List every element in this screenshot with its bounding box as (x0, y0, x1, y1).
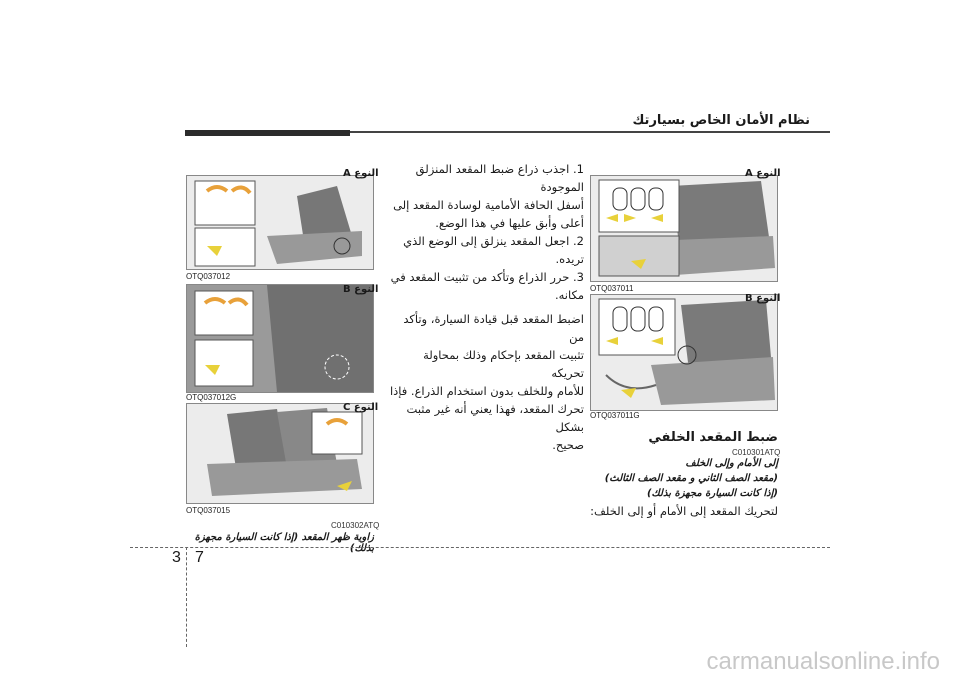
text-line: ﻣﻜﺎﻧﻪ. (554, 288, 584, 302)
figure-code: OTQ037012 (186, 272, 231, 281)
header-accent-bar (185, 130, 350, 136)
page-header-title: ﻧﻈﺎﻡ ﺍﻷﻣﺎﻥ ﺍﻟﺨﺎﺹ ﺑﺴﻴﺎﺭﺗﻚ (632, 113, 810, 128)
subtitle-if-equipped: (ﺇﺫﺍ ﻛﺎﻧﺖ ﺍﻟﺴﻴﺎﺭﺓ ﻣﺠﻬﺰﺓ ﺑﺬﻟﻚ) (646, 488, 778, 499)
figure-code: OTQ037011G (590, 411, 640, 420)
section-code: C010302ATQ (331, 521, 380, 530)
section-code: C010301ATQ (732, 448, 781, 457)
figure-code: OTQ037015 (186, 506, 231, 515)
seat-illustration (591, 176, 777, 281)
seat-illustration (187, 285, 373, 392)
figure-rear-seat-slide-b (590, 293, 781, 411)
figure-seat-recline-c (186, 403, 374, 504)
figure-label-b: ﺍﻟﻨﻮﻉ B (343, 284, 379, 295)
text-line: ﺃﻋﻠﻰ ﻭﺃﺑﻖ ﻋﻠﻴﻬﺎ ﻓﻲ ﻫﺬﺍ ﺍﻟﻮﺿﻊ. (435, 216, 584, 230)
footer-rule (130, 547, 830, 548)
figure-label-c: ﺍﻟﻨﻮﻉ C (343, 402, 379, 413)
subtitle-seat-rows: (ﻣﻘﻌﺪ ﺍﻟﺼﻒ ﺍﻟﺜﺎﻧﻲ ﻭ ﻣﻘﻌﺪ ﺍﻟﺼﻒ ﺍﻟﺜﺎﻟﺚ) (604, 473, 778, 484)
figure-label-b: ﺍﻟﻨﻮﻉ B (745, 293, 781, 304)
text-line: ﺍﺿﺒﻂ ﺍﻟﻤﻘﻌﺪ ﻗﺒﻞ ﻗﻴﺎﺩﺓ ﺍﻟﺴﻴﺎﺭﺓ، ﻭﺗﺄﻛﺪ ﻣﻦ (403, 312, 584, 344)
text-line: 1. ﺍﺟﺬﺏ ﺫﺭﺍﻉ ﺿﺒﻂ ﺍﻟﻤﻘﻌﺪ ﺍﻟﻤﻨﺰﻟﻖ ﺍﻟﻤﻮﺟﻮﺩﺓ (415, 162, 584, 194)
figure-code: OTQ037011 (590, 284, 634, 293)
text-line: ﺃﺳﻔﻞ ﺍﻟﺤﺎﻓﺔ ﺍﻷﻣﺎﻣﻴﺔ ﻟﻮﺳﺎﺩﺓ ﺍﻟﻤﻘﻌﺪ ﺇﻟﻰ (393, 198, 584, 212)
figure-rear-seat-slide-a (590, 175, 778, 282)
subtitle-forward-backward: ﺇﻟﻰ ﺍﻷﻣﺎﻡ ﻭﺇﻟﻰ ﺍﻟﺨﻠﻒ (685, 458, 778, 469)
text-line: ﺗﺤﺮﻙ ﺍﻟﻤﻘﻌﺪ، ﻓﻬﺬﺍ ﻳﻌﻨﻲ ﺃﻧﻪ ﻏﻴﺮ ﻣﺜﺒﺖ ﺑﺸﻜﻞ (406, 402, 584, 434)
page-number: 7 (195, 549, 204, 566)
figure-seat-recline-b (186, 284, 374, 393)
figure-label-a: ﺍﻟﻨﻮﻉ A (343, 168, 379, 179)
figure-label-a: ﺍﻟﻨﻮﻉ A (745, 168, 781, 179)
figure-seat-recline-a (186, 175, 374, 270)
page-section-number: 3 (172, 549, 181, 566)
section-title: ﺿﺒﻂ ﺍﻟﻤﻘﻌﺪ ﺍﻟﺨﻠﻔﻲ (648, 430, 778, 445)
seat-illustration (187, 176, 373, 269)
text-line: 3. ﺣﺮﺭ ﺍﻟﺬﺭﺍﻉ ﻭﺗﺄﻛﺪ ﻣﻦ ﺗﺜﺒﻴﺖ ﺍﻟﻤﻘﻌﺪ ﻓﻲ (390, 270, 584, 284)
figure-code: OTQ037012G (186, 393, 237, 402)
instruction-line: ﻟﺘﺤﺮﻳﻚ ﺍﻟﻤﻘﻌﺪ ﺇﻟﻰ ﺍﻷﻣﺎﻡ ﺃﻭ ﺇﻟﻰ ﺍﻟﺨﻠﻒ: (590, 504, 778, 518)
seatback-angle-caption: ﺯﺍﻭﻳﺔ ﻇﻬﺮ ﺍﻟﻤﻘﻌﺪ (ﺇﺫﺍ ﻛﺎﻧﺖ ﺍﻟﺴﻴﺎﺭﺓ ﻣﺠﻬﺰﺓ ﺑﺬﻟﻚ) (194, 532, 374, 554)
seat-illustration (187, 404, 373, 503)
watermark-text: carmanualsonline.info (706, 648, 940, 675)
text-line: ﺗﺜﺒﻴﺖ ﺍﻟﻤﻘﻌﺪ ﺑﺈﺣﻜﺎﻡ ﻭﺫﻟﻚ ﺑﻤﺤﺎﻭﻟﺔ ﺗﺤﺮﻳﻜﻪ (423, 348, 584, 380)
footer-divider (186, 547, 187, 647)
seat-illustration (591, 295, 777, 410)
seat-slide-instructions (388, 160, 584, 454)
text-line: ﻟﻸﻣﺎﻡ ﻭﻟﻠﺨﻠﻒ ﺑﺪﻭﻥ ﺍﺳﺘﺨﺪﺍﻡ ﺍﻟﺬﺭﺍﻉ. ﻓﺈﺫﺍ (389, 384, 584, 398)
text-line: 2. ﺍﺟﻌﻞ ﺍﻟﻤﻘﻌﺪ ﻳﻨﺰﻟﻖ ﺇﻟﻰ ﺍﻟﻮﺿﻊ ﺍﻟﺬﻱ ﺗﺮﻳﺪﻩ. (403, 234, 584, 266)
text-line: ﺻﺤﻴﺢ. (552, 438, 584, 452)
